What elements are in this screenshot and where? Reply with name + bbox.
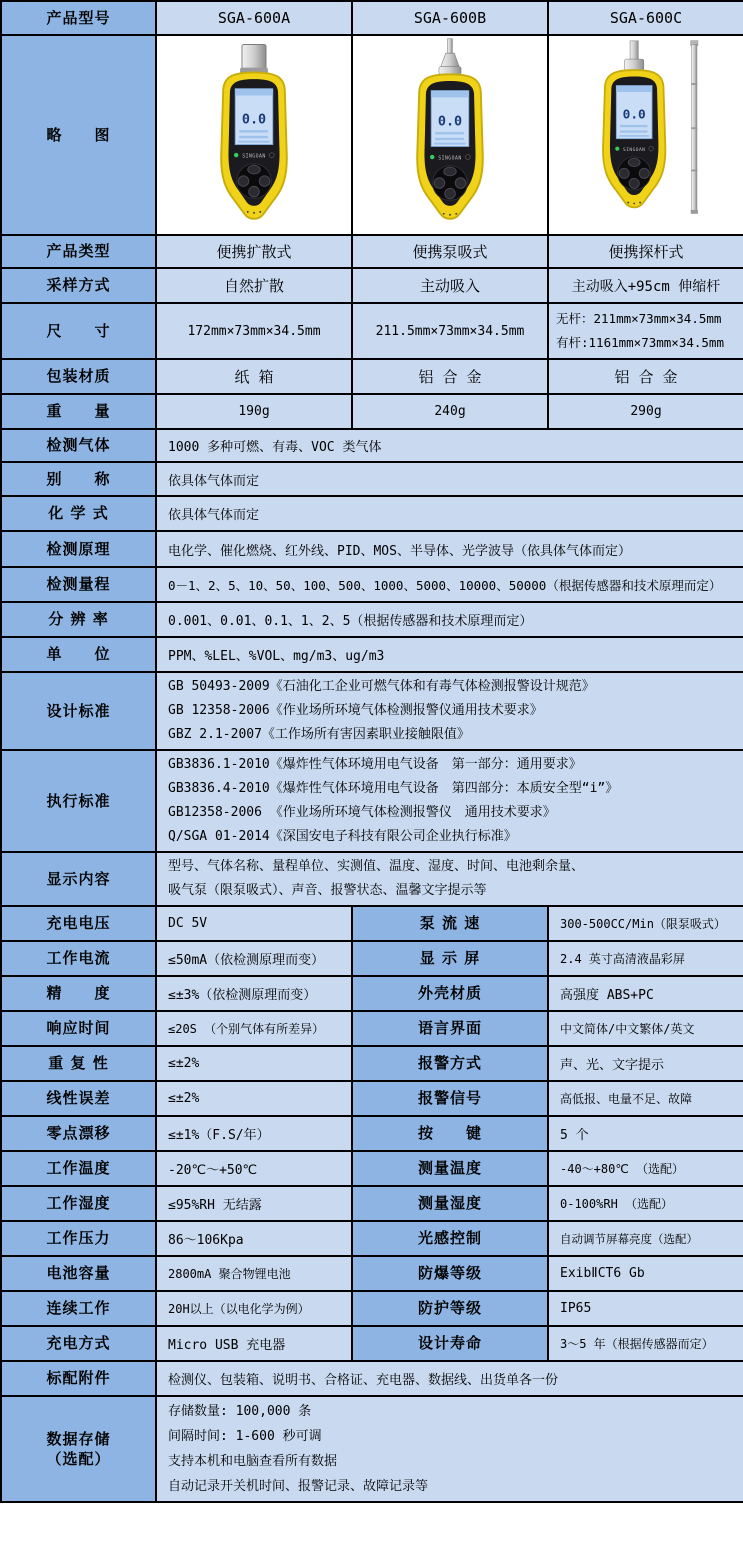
cell-measure-temp: -40～+80℃ （选配）	[548, 1151, 743, 1186]
cell-working-temp: -20℃～+50℃	[156, 1151, 352, 1186]
exec-standard-line: GB12358-2006 《作业场所环境气体检测报警仪 通用技术要求》	[168, 805, 556, 820]
device-image-cell-c	[548, 35, 743, 235]
cell-size-a: 172mm×73mm×34.5mm	[156, 303, 352, 359]
cell-shell-material: 高强度 ABS+PC	[548, 976, 743, 1011]
cell-size-c	[548, 303, 743, 359]
keypad	[433, 166, 468, 201]
table-row-size	[1, 303, 743, 359]
status-led	[615, 147, 619, 151]
table-row-sketch	[1, 35, 743, 235]
row-label-protection-rating: 防护等级	[352, 1291, 548, 1326]
cell-explosion-rating: ExibⅡCT6 Gb	[548, 1256, 743, 1291]
screen-reading: 0.0	[437, 114, 463, 130]
cell-working-current: ≤50mA（依检测原理而变）	[156, 941, 352, 976]
table-row-design-standards	[1, 672, 743, 750]
device-image-sga-600c	[583, 38, 709, 228]
row-label-accuracy: 精 度	[1, 976, 156, 1011]
row-label-resolution: 分 辨 率	[1, 602, 156, 637]
device-image-cell-a	[156, 35, 352, 235]
row-label-display-screen: 显 示 屏	[352, 941, 548, 976]
table-row-accessories	[1, 1361, 743, 1396]
table-row-pair	[1, 1221, 743, 1256]
table-row-product-type	[1, 235, 743, 268]
cell-accuracy: ≤±3%（依检测原理而变）	[156, 976, 352, 1011]
cell-alarm-signal: 高低报、电量不足、故障	[548, 1081, 743, 1116]
row-label-alarm-mode: 报警方式	[352, 1046, 548, 1081]
cell-product-type-c: 便携探杆式	[548, 235, 743, 268]
data-storage-label-line: 数据存储	[46, 1429, 111, 1448]
row-label-working-temp: 工作温度	[1, 1151, 156, 1186]
row-label-data-storage	[1, 1396, 156, 1502]
table-row-pair	[1, 906, 743, 941]
cell-range: 0－1、2、5、10、50、100、500、1000、5000、10000、50000（根据传感器和技术原理而定）	[156, 567, 743, 602]
row-label-design-life: 设计寿命	[352, 1326, 548, 1361]
table-row-pair	[1, 1011, 743, 1046]
cell-packaging-b: 铝 合 金	[352, 359, 548, 394]
cell-weight-a: 190g	[156, 394, 352, 429]
table-row-header	[1, 1, 743, 35]
cell-data-storage	[156, 1396, 743, 1502]
model-name-c: SGA-600C	[548, 1, 743, 35]
cell-language: 中文简体/中文繁体/英文	[548, 1011, 743, 1046]
row-label-zero-drift: 零点漂移	[1, 1116, 156, 1151]
cell-accessories: 检测仪、包装箱、说明书、合格证、充电器、数据线、出货单各一份	[156, 1361, 743, 1396]
table-row-alias	[1, 462, 743, 496]
cell-display-screen: 2.4 英寸高清液晶彩屏	[548, 941, 743, 976]
table-row-data-storage	[1, 1396, 743, 1502]
cell-protection-rating: IP65	[548, 1291, 743, 1326]
table-row-pair	[1, 1046, 743, 1081]
table-row-formula	[1, 496, 743, 531]
storage-line: 自动记录开关机时间、报警记录、故障记录等	[168, 1479, 429, 1494]
row-label-sketch: 略 图	[1, 35, 156, 235]
cell-sampling-c: 主动吸入+95cm 伸缩杆	[548, 268, 743, 303]
table-row-weight	[1, 394, 743, 429]
cell-working-pressure: 86～106Kpa	[156, 1221, 352, 1256]
table-row-pair	[1, 1326, 743, 1361]
table-row-units	[1, 637, 743, 672]
model-name-a: SGA-600A	[156, 1, 352, 35]
table-row-pair	[1, 1291, 743, 1326]
design-standard-line: GB 50493-2009《石油化工企业可燃气体和有毒气体检测报警设计规范》	[168, 679, 595, 694]
table-row-range	[1, 567, 743, 602]
lcd-screen	[235, 89, 273, 145]
device-image-cell-b	[352, 35, 548, 235]
row-label-packaging: 包装材质	[1, 359, 156, 394]
storage-line: 支持本机和电脑查看所有数据	[168, 1454, 338, 1469]
row-label-measure-humidity: 测量湿度	[352, 1186, 548, 1221]
cell-battery: 2800mA 聚合物锂电池	[156, 1256, 352, 1291]
row-label-working-current: 工作电流	[1, 941, 156, 976]
cell-working-humidity: ≤95%RH 无结露	[156, 1186, 352, 1221]
cell-gases: 1000 多种可燃、有毒、VOC 类气体	[156, 429, 743, 462]
row-label-formula: 化 学 式	[1, 496, 156, 531]
cell-formula: 依具体气体而定	[156, 496, 743, 531]
cell-size-b: 211.5mm×73mm×34.5mm	[352, 303, 548, 359]
design-standard-line: GBZ 2.1-2007《工作场所有害因素职业接触限值》	[168, 727, 470, 742]
lcd-screen	[616, 86, 652, 139]
cell-weight-b: 240g	[352, 394, 548, 429]
display-content-line: 型号、气体名称、量程单位、实测值、温度、湿度、时间、电池剩余量、	[168, 859, 585, 874]
screen-reading: 0.0	[622, 107, 646, 123]
table-row-pair	[1, 941, 743, 976]
row-label-weight: 重 量	[1, 394, 156, 429]
cell-pump-flow: 300-500CC/Min（限泵吸式）	[548, 906, 743, 941]
size-no-rod: 无杆：211mm×73mm×34.5mm	[556, 311, 722, 326]
sensor-cap	[240, 45, 268, 74]
table-row-pair	[1, 1186, 743, 1221]
cell-design-life: 3～5 年（根据传感器而定）	[548, 1326, 743, 1361]
telescopic-rod	[691, 41, 698, 214]
cell-keys: 5 个	[548, 1116, 743, 1151]
screen-reading: 0.0	[241, 112, 267, 128]
pump-probe	[439, 39, 461, 75]
cell-design-standards	[156, 672, 743, 750]
cell-resolution: 0.001、0.01、0.1、1、2、5（根据传感器和技术原理而定）	[156, 602, 743, 637]
row-label-pump-flow: 泵 流 速	[352, 906, 548, 941]
row-label-display-content: 显示内容	[1, 852, 156, 906]
table-row-gases	[1, 429, 743, 462]
table-row-exec-standards	[1, 750, 743, 852]
table-row-pair	[1, 1081, 743, 1116]
row-label-exec-standards: 执行标准	[1, 750, 156, 852]
row-label-alarm-signal: 报警信号	[352, 1081, 548, 1116]
cell-response-time: ≤20S （个别气体有所差异）	[156, 1011, 352, 1046]
cell-product-type-b: 便携泵吸式	[352, 235, 548, 268]
cell-alarm-mode: 声、光、文字提示	[548, 1046, 743, 1081]
table-row-resolution	[1, 602, 743, 637]
storage-line: 存储数量: 100,000 条	[168, 1404, 312, 1419]
table-row-sampling	[1, 268, 743, 303]
cell-product-type-a: 便携扩散式	[156, 235, 352, 268]
cell-units: PPM、%LEL、%VOL、mg/m3、ug/m3	[156, 637, 743, 672]
status-led	[234, 153, 238, 157]
design-standard-line: GB 12358-2006《作业场所环境气体检测报警仪通用技术要求》	[168, 703, 543, 718]
row-label-shell-material: 外壳材质	[352, 976, 548, 1011]
cell-sampling-a: 自然扩散	[156, 268, 352, 303]
brand-text: SINGOAN	[623, 147, 646, 153]
status-led	[430, 155, 434, 159]
brand-text: SINGOAN	[438, 156, 462, 162]
cell-packaging-c: 铝 合 金	[548, 359, 743, 394]
cell-sampling-b: 主动吸入	[352, 268, 548, 303]
row-label-response-time: 响应时间	[1, 1011, 156, 1046]
keypad	[618, 157, 651, 190]
row-label-linearity-error: 线性误差	[1, 1081, 156, 1116]
row-label-light-control: 光感控制	[352, 1221, 548, 1256]
row-label-repeatability: 重 复 性	[1, 1046, 156, 1081]
table-row-pair	[1, 976, 743, 1011]
cell-charge-voltage: DC 5V	[156, 906, 352, 941]
cell-principle: 电化学、催化燃烧、红外线、PID、MOS、半导体、光学波导（依具体气体而定）	[156, 531, 743, 567]
row-label-units: 单 位	[1, 637, 156, 672]
cell-light-control: 自动调节屏幕亮度（选配）	[548, 1221, 743, 1256]
row-label-charging-method: 充电方式	[1, 1326, 156, 1361]
row-label-working-humidity: 工作湿度	[1, 1186, 156, 1221]
row-label-range: 检测量程	[1, 567, 156, 602]
storage-line: 间隔时间: 1-600 秒可调	[168, 1429, 322, 1444]
row-label-product-model: 产品型号	[1, 1, 156, 35]
row-label-working-pressure: 工作压力	[1, 1221, 156, 1256]
row-label-product-type: 产品类型	[1, 235, 156, 268]
row-label-continuous-work: 连续工作	[1, 1291, 156, 1326]
cell-repeatability: ≤±2%	[156, 1046, 352, 1081]
row-label-sampling: 采样方式	[1, 268, 156, 303]
lcd-screen	[431, 91, 469, 147]
row-label-charge-voltage: 充电电压	[1, 906, 156, 941]
brand-text: SINGOAN	[242, 154, 266, 160]
table-row-pair	[1, 1116, 743, 1151]
row-label-principle: 检测原理	[1, 531, 156, 567]
cell-continuous-work: 20H以上（以电化学为例）	[156, 1291, 352, 1326]
row-label-battery: 电池容量	[1, 1256, 156, 1291]
table-row-pair	[1, 1256, 743, 1291]
table-row-packaging	[1, 359, 743, 394]
row-label-explosion-rating: 防爆等级	[352, 1256, 548, 1291]
row-label-language: 语言界面	[352, 1011, 548, 1046]
cell-display-content	[156, 852, 743, 906]
exec-standard-line: Q/SGA 01-2014《深国安电子科技有限公司企业执行标准》	[168, 829, 517, 844]
row-label-accessories: 标配附件	[1, 1361, 156, 1396]
cell-zero-drift: ≤±1%（F.S/年）	[156, 1116, 352, 1151]
row-label-size: 尺 寸	[1, 303, 156, 359]
cell-charging-method: Micro USB 充电器	[156, 1326, 352, 1361]
model-name-b: SGA-600B	[352, 1, 548, 35]
device-image-sga-600a	[191, 38, 317, 228]
cell-exec-standards	[156, 750, 743, 852]
table-row-display-content	[1, 852, 743, 906]
cell-linearity-error: ≤±2%	[156, 1081, 352, 1116]
data-storage-label-line: （选配）	[46, 1450, 111, 1468]
exec-standard-line: GB3836.4-2010《爆炸性气体环境用电气设备 第四部分：本质安全型“i”》	[168, 781, 619, 796]
exec-standard-line: GB3836.1-2010《爆炸性气体环境用电气设备 第一部分：通用要求》	[168, 757, 582, 772]
cell-weight-c: 290g	[548, 394, 743, 429]
row-label-alias: 别 称	[1, 462, 156, 496]
cell-measure-humidity: 0-100%RH （选配）	[548, 1186, 743, 1221]
row-label-keys: 按 键	[352, 1116, 548, 1151]
keypad	[237, 164, 272, 199]
device-image-sga-600b	[387, 38, 513, 228]
row-label-gases: 检测气体	[1, 429, 156, 462]
row-label-design-standards: 设计标准	[1, 672, 156, 750]
cell-alias: 依具体气体而定	[156, 462, 743, 496]
display-content-line: 吸气泵（限泵吸式）、声音、报警状态、温馨文字提示等	[168, 883, 487, 898]
size-with-rod: 有杆:1161mm×73mm×34.5mm	[556, 335, 724, 350]
row-label-measure-temp: 测量温度	[352, 1151, 548, 1186]
probe	[625, 41, 644, 70]
table-row-principle	[1, 531, 743, 567]
table-row-pair	[1, 1151, 743, 1186]
cell-packaging-a: 纸 箱	[156, 359, 352, 394]
